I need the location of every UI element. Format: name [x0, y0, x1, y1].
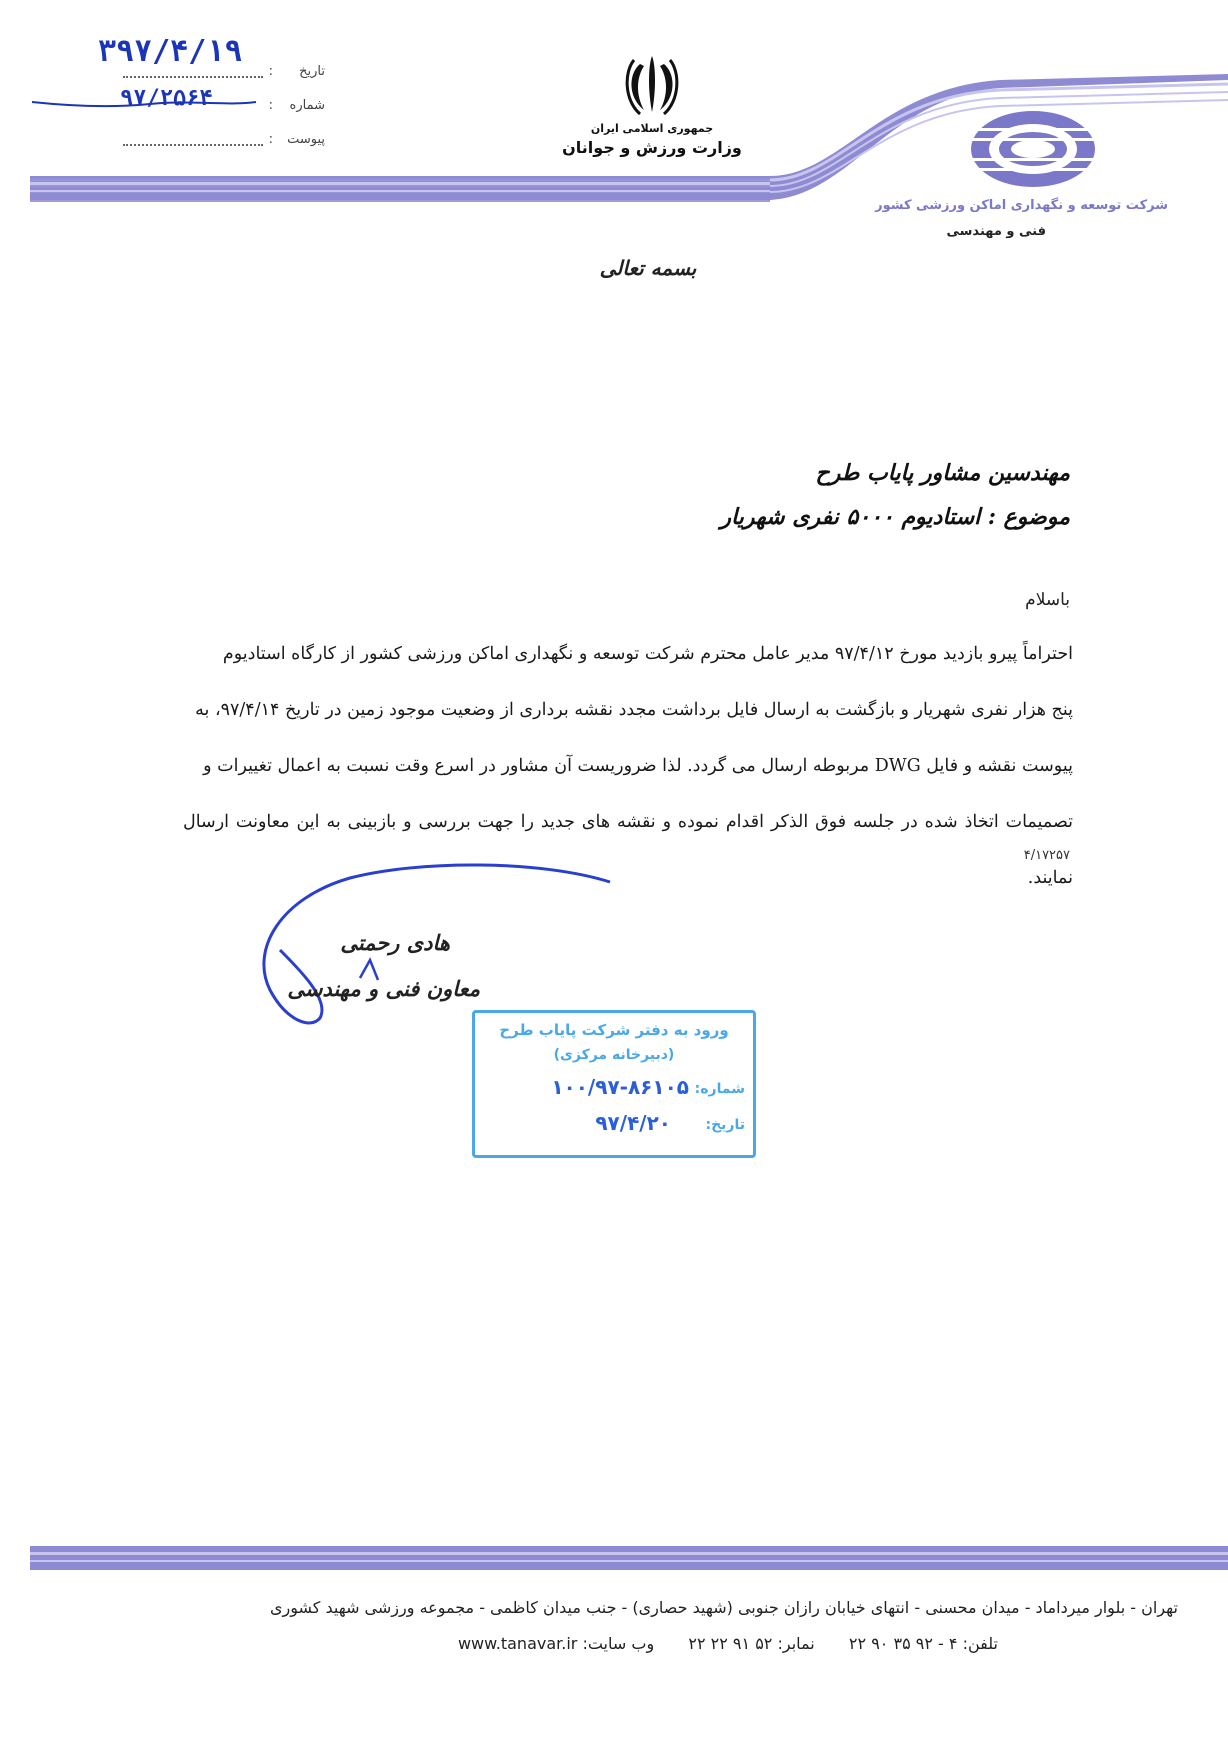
date-row: تاریخ :	[110, 60, 325, 86]
footer-fax: نمابر: ۵۲ ۹۱ ۲۲ ۲۲	[688, 1634, 815, 1653]
footer-band	[0, 1540, 1228, 1590]
attachment-label: پیوست	[287, 132, 325, 147]
stamp-line-2: (دبیرخانه مرکزی)	[553, 1047, 675, 1063]
footer-website[interactable]: www.tanavar.ir	[457, 1634, 578, 1653]
attachment-dots	[123, 130, 263, 146]
greeting: باسلام	[1025, 590, 1070, 610]
ministry-name: وزارت ورزش و جوانان	[562, 138, 742, 157]
attachment-row: پیوست :	[110, 128, 325, 154]
body-line-1: احتراماً پیرو بازدید مورخ ۹۷/۴/۱۲ مدیر عامل محترم شرکت توسعه و نگهداری اماکن ورزشی کشور از کارگاه استادیوم	[222, 644, 1073, 664]
department-name: فنی و مهندسی	[946, 224, 1046, 239]
receipt-stamp	[472, 1010, 756, 1158]
footer-contact	[458, 1634, 998, 1653]
signatory-name: هادی رحمتی	[340, 930, 450, 955]
footer-phone: تلفن: ۴ - ۹۲ ۳۵ ۹۰ ۲۲	[848, 1634, 998, 1653]
stamp-number-value: ۱۰۰/۹۷-۸۶۱۰۵	[551, 1075, 689, 1099]
footer-website-label: وب سایت:	[582, 1634, 655, 1653]
company-name: شرکت توسعه و نگهداری اماکن ورزشی کشور	[875, 198, 1168, 213]
stamp-number-label: شماره:	[694, 1081, 745, 1097]
date-dots	[123, 62, 263, 78]
number-scribble	[30, 96, 260, 116]
date-handwritten: ۳۹۷/۴/۱۹	[98, 34, 243, 69]
body-line-3: پیوست نقشه و فایل DWG مربوطه ارسال می گردد. لذا ضروریست آن مشاور در اسرع وقت نسبت به اعمال تغییرات و	[203, 756, 1073, 776]
date-label: تاریخ	[299, 64, 325, 79]
stamp-date-value: ۹۷/۴/۲۰	[595, 1111, 671, 1135]
signatory-title: معاون فنی و مهندسی	[287, 976, 480, 1001]
number-label: شماره	[289, 98, 325, 113]
subject: موضوع : استادیوم ۵۰۰۰ نفری شهریار	[720, 504, 1070, 530]
reference-code: ۴/۱۷۲۵۷	[1023, 848, 1070, 863]
iran-emblem-icon	[622, 52, 682, 116]
number-row: شماره :	[268, 98, 325, 113]
recipient: مهندسین مشاور پایاب طرح	[815, 460, 1070, 486]
body-line-2: پنج هزار نفری شهریار و بازگشت به ارسال فایل برداشت مجدد نقشه برداری از وضعیت موجود زمین در تاریخ ۹۷/۴/۱۴، به	[195, 700, 1073, 720]
emblem-subtitle: جمهوری اسلامی ایران	[590, 122, 714, 135]
body-line-4: تصمیمات اتخاذ شده در جلسه فوق الذکر اقدام نموده و نقشه های جدید را جهت بررسی و بازبینی به این معاونت ارسال نمایند.	[183, 812, 1073, 888]
stamp-date-label: تاریخ:	[705, 1117, 745, 1133]
footer-address: تهران - بلوار میرداماد - میدان محسنی - انتهای خیابان رازان جنوبی (شهید حصاری) - جنب میدان کاظمی - مجموعه ورزشی شهید کشوری	[269, 1598, 1178, 1617]
company-logo-icon	[968, 108, 1098, 190]
invocation: بسمه تعالی	[599, 256, 697, 280]
number-handwritten: ۹۷/۲۵۶۴	[120, 86, 213, 111]
stamp-line-1: ورود به دفتر شرکت پایاب طرح	[499, 1021, 729, 1039]
